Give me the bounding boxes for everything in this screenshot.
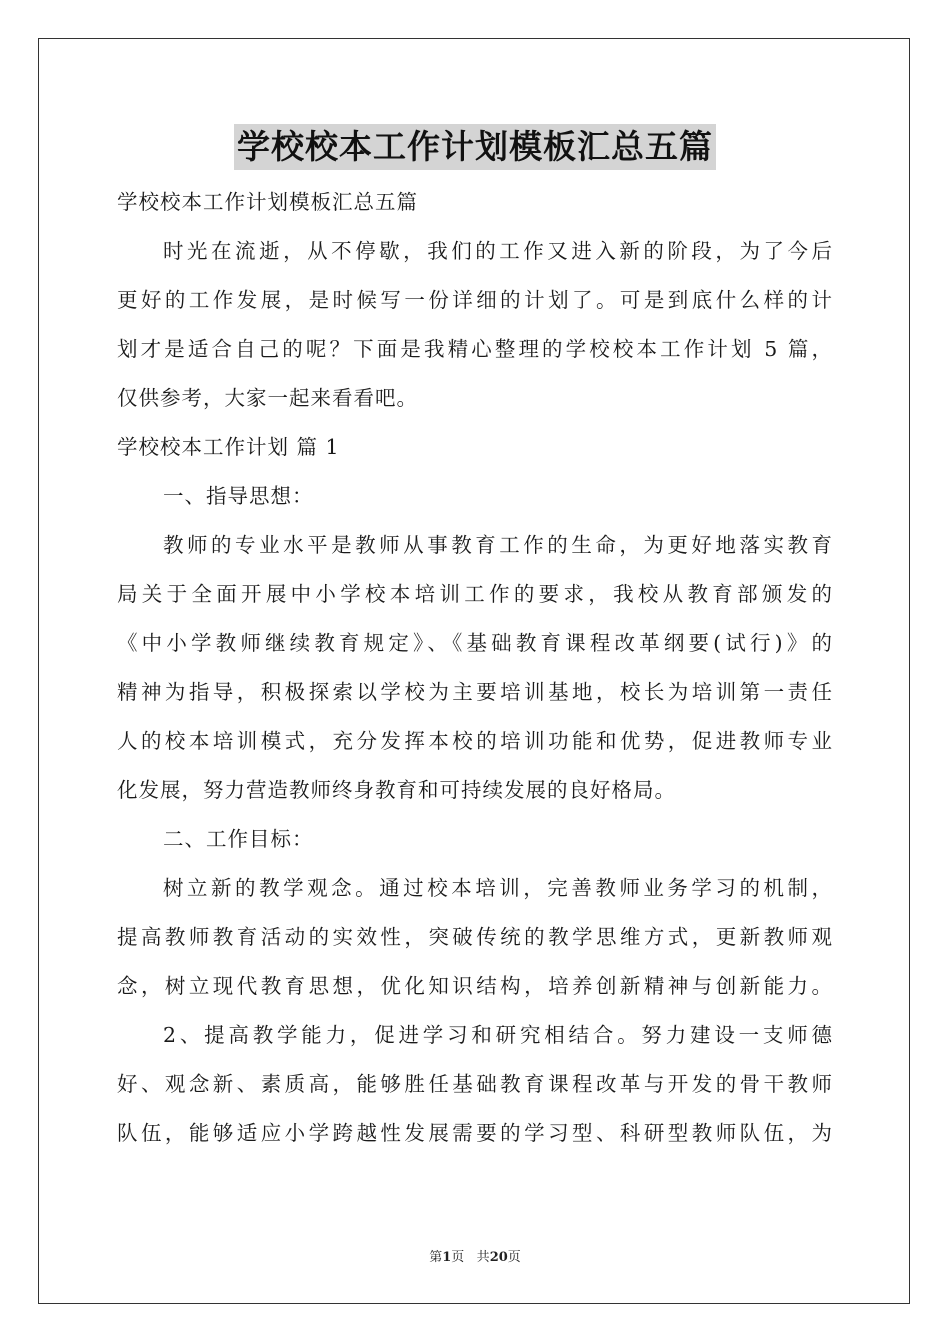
total-page-count: 20 xyxy=(489,1250,508,1265)
body-line: 学校校本工作计划模板汇总五篇 xyxy=(117,190,418,214)
total-label-suffix: 页 xyxy=(507,1250,521,1265)
page-footer xyxy=(0,1246,950,1265)
total-label-prefix: 共 xyxy=(476,1250,490,1265)
body-line: 人的校本培训模式，充分发挥本校的培训功能和优势，促进教师专业 xyxy=(117,729,833,753)
body-line: 《中小学教师继续教育规定》、《基础教育课程改革纲要(试行)》的 xyxy=(117,631,833,655)
body-line: 学校校本工作计划 篇 1 xyxy=(117,435,340,459)
body-line: 局关于全面开展中小学校本培训工作的要求，我校从教育部颁发的 xyxy=(117,582,833,606)
page-label-prefix: 第 xyxy=(429,1250,443,1265)
body-line: 2、提高教学能力，促进学习和研究相结合。努力建设一支师德 xyxy=(163,1023,833,1047)
body-line: 划才是适合自己的呢？下面是我精心整理的学校校本工作计划 5 篇， xyxy=(117,337,833,361)
body-line: 更好的工作发展，是时候写一份详细的计划了。可是到底什么样的计 xyxy=(117,288,833,312)
document-body xyxy=(117,178,833,1158)
body-line: 教师的专业水平是教师从事教育工作的生命，为更好地落实教育 xyxy=(163,533,833,557)
body-line: 提高教师教育活动的实效性，突破传统的教学思维方式，更新教师观 xyxy=(117,925,833,949)
document-title: 学校校本工作计划模板汇总五篇 xyxy=(234,124,716,170)
body-line: 时光在流逝，从不停歇，我们的工作又进入新的阶段，为了今后 xyxy=(163,239,833,263)
title-area xyxy=(0,124,950,170)
body-line: 念，树立现代教育思想，优化知识结构，培养创新精神与创新能力。 xyxy=(117,974,833,998)
body-line: 一、指导思想： xyxy=(163,484,314,508)
body-line: 树立新的教学观念。通过校本培训，完善教师业务学习的机制， xyxy=(163,876,833,900)
current-page-number: 1 xyxy=(442,1250,452,1265)
body-line: 好、观念新、素质高，能够胜任基础教育课程改革与开发的骨干教师 xyxy=(117,1072,833,1096)
body-line: 化发展，努力营造教师终身教育和可持续发展的良好格局。 xyxy=(117,778,676,802)
body-line: 仅供参考，大家一起来看看吧。 xyxy=(117,386,418,410)
body-line: 队伍，能够适应小学跨越性发展需要的学习型、科研型教师队伍，为 xyxy=(117,1121,833,1145)
body-line: 精神为指导，积极探索以学校为主要培训基地，校长为培训第一责任 xyxy=(117,680,833,704)
page-label-suffix: 页 xyxy=(451,1250,465,1265)
body-line: 二、工作目标： xyxy=(163,827,314,851)
